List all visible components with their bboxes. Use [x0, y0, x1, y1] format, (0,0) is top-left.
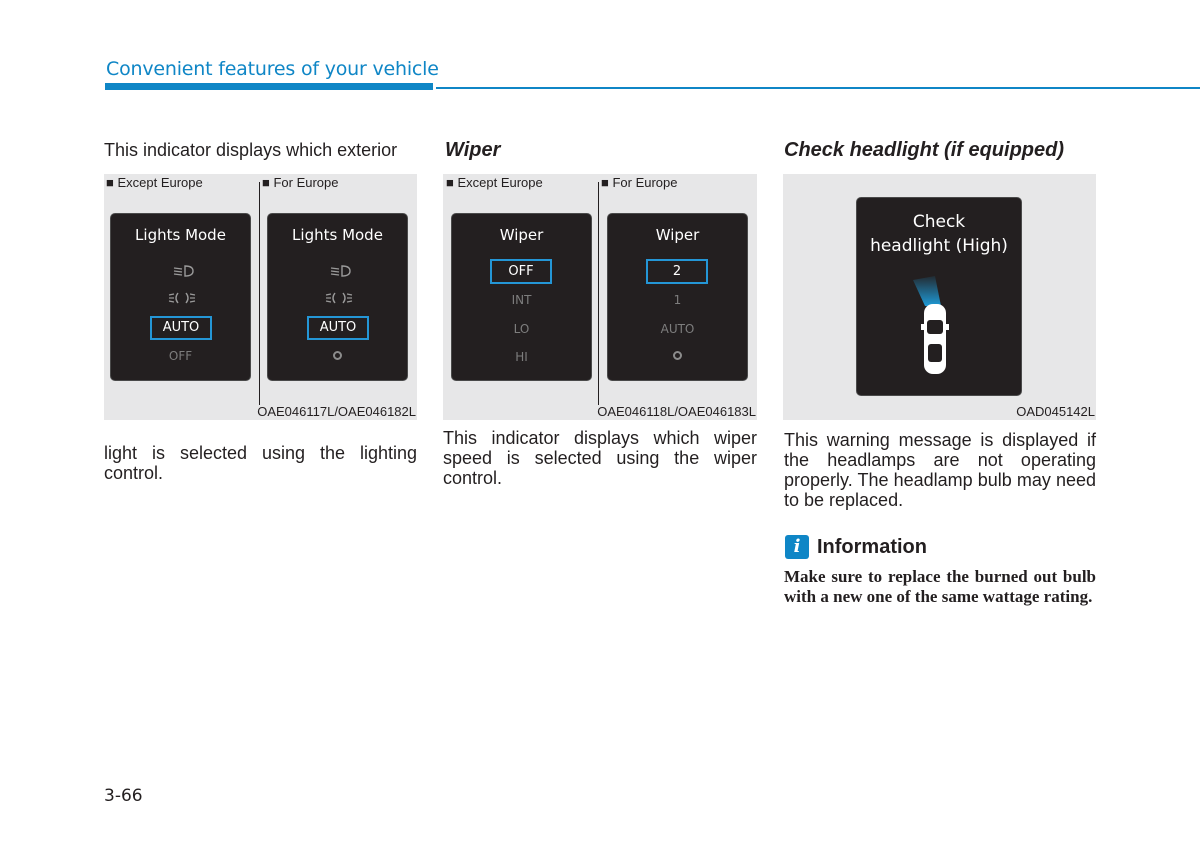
information-icon: i [785, 535, 809, 559]
selected-option: 2 [646, 259, 708, 284]
screen-title: Wiper [499, 226, 544, 244]
lights-body-text: light is selected using the lighting control. [104, 443, 417, 483]
information-title: Information [817, 536, 927, 558]
check-headlight-figure [783, 174, 1096, 420]
wiper-screen-for-europe [607, 213, 748, 381]
low-beam-icon [329, 264, 351, 278]
option-1: 1 [673, 293, 682, 307]
lights-intro-text: This indicator displays which exterior [104, 140, 398, 160]
wiper-heading: Wiper [445, 139, 501, 161]
selected-option: AUTO [150, 316, 212, 340]
screen-title: Lights Mode [292, 226, 383, 244]
information-text: Make sure to replace the burned out bulb with a new one of the same wattage rating. [784, 567, 1096, 606]
figure-label-for-europe: ■ For Europe [601, 175, 678, 190]
wiper-screen-except-europe [451, 213, 592, 381]
figure-label-for-europe: ■ For Europe [262, 175, 339, 190]
car-headlight-icon [907, 276, 963, 380]
header-rule [436, 87, 1200, 89]
wiper-figure [443, 174, 757, 420]
figure-code: OAD045142L [1016, 404, 1095, 419]
check-headlight-heading: Check headlight (if equipped) [784, 139, 1065, 161]
lights-mode-screen-for-europe [267, 213, 408, 381]
warning-line-2: headlight (High) [870, 236, 1008, 256]
figure-divider [259, 182, 260, 405]
option-auto: AUTO [660, 322, 695, 336]
selected-option: OFF [490, 259, 552, 284]
check-headlight-body-text: This warning message is displayed if the headlamps are not operating properly. The headlamp bulb may need to be replaced. [784, 430, 1096, 510]
lights-mode-figure [104, 174, 417, 420]
screen-title: Lights Mode [135, 226, 226, 244]
section-title: Convenient features of your vehicle [106, 58, 439, 80]
off-ring-icon [673, 351, 682, 360]
option-hi: HI [515, 350, 528, 364]
position-lamp-icon [168, 291, 196, 305]
option-off: OFF [168, 349, 193, 363]
wiper-body-text: This indicator displays which wiper speed is selected using the wiper control. [443, 428, 757, 488]
lights-mode-screen-except-europe [110, 213, 251, 381]
option-int: INT [511, 293, 532, 307]
check-headlight-screen [856, 197, 1022, 396]
off-ring-icon [333, 351, 342, 360]
figure-label-except-europe: ■ Except Europe [446, 175, 543, 190]
low-beam-icon [172, 264, 194, 278]
header-accent-bar [105, 83, 433, 90]
position-lamp-icon [325, 291, 353, 305]
figure-code: OAE046117L/OAE046182L [257, 404, 416, 419]
screen-title: Wiper [655, 226, 700, 244]
option-lo: LO [513, 322, 530, 336]
page-number: 3-66 [104, 786, 143, 806]
figure-label-except-europe: ■ Except Europe [106, 175, 203, 190]
figure-code: OAE046118L/OAE046183L [597, 404, 756, 419]
figure-divider [598, 182, 599, 405]
warning-line-1: Check [912, 212, 966, 232]
selected-option: AUTO [307, 316, 369, 340]
